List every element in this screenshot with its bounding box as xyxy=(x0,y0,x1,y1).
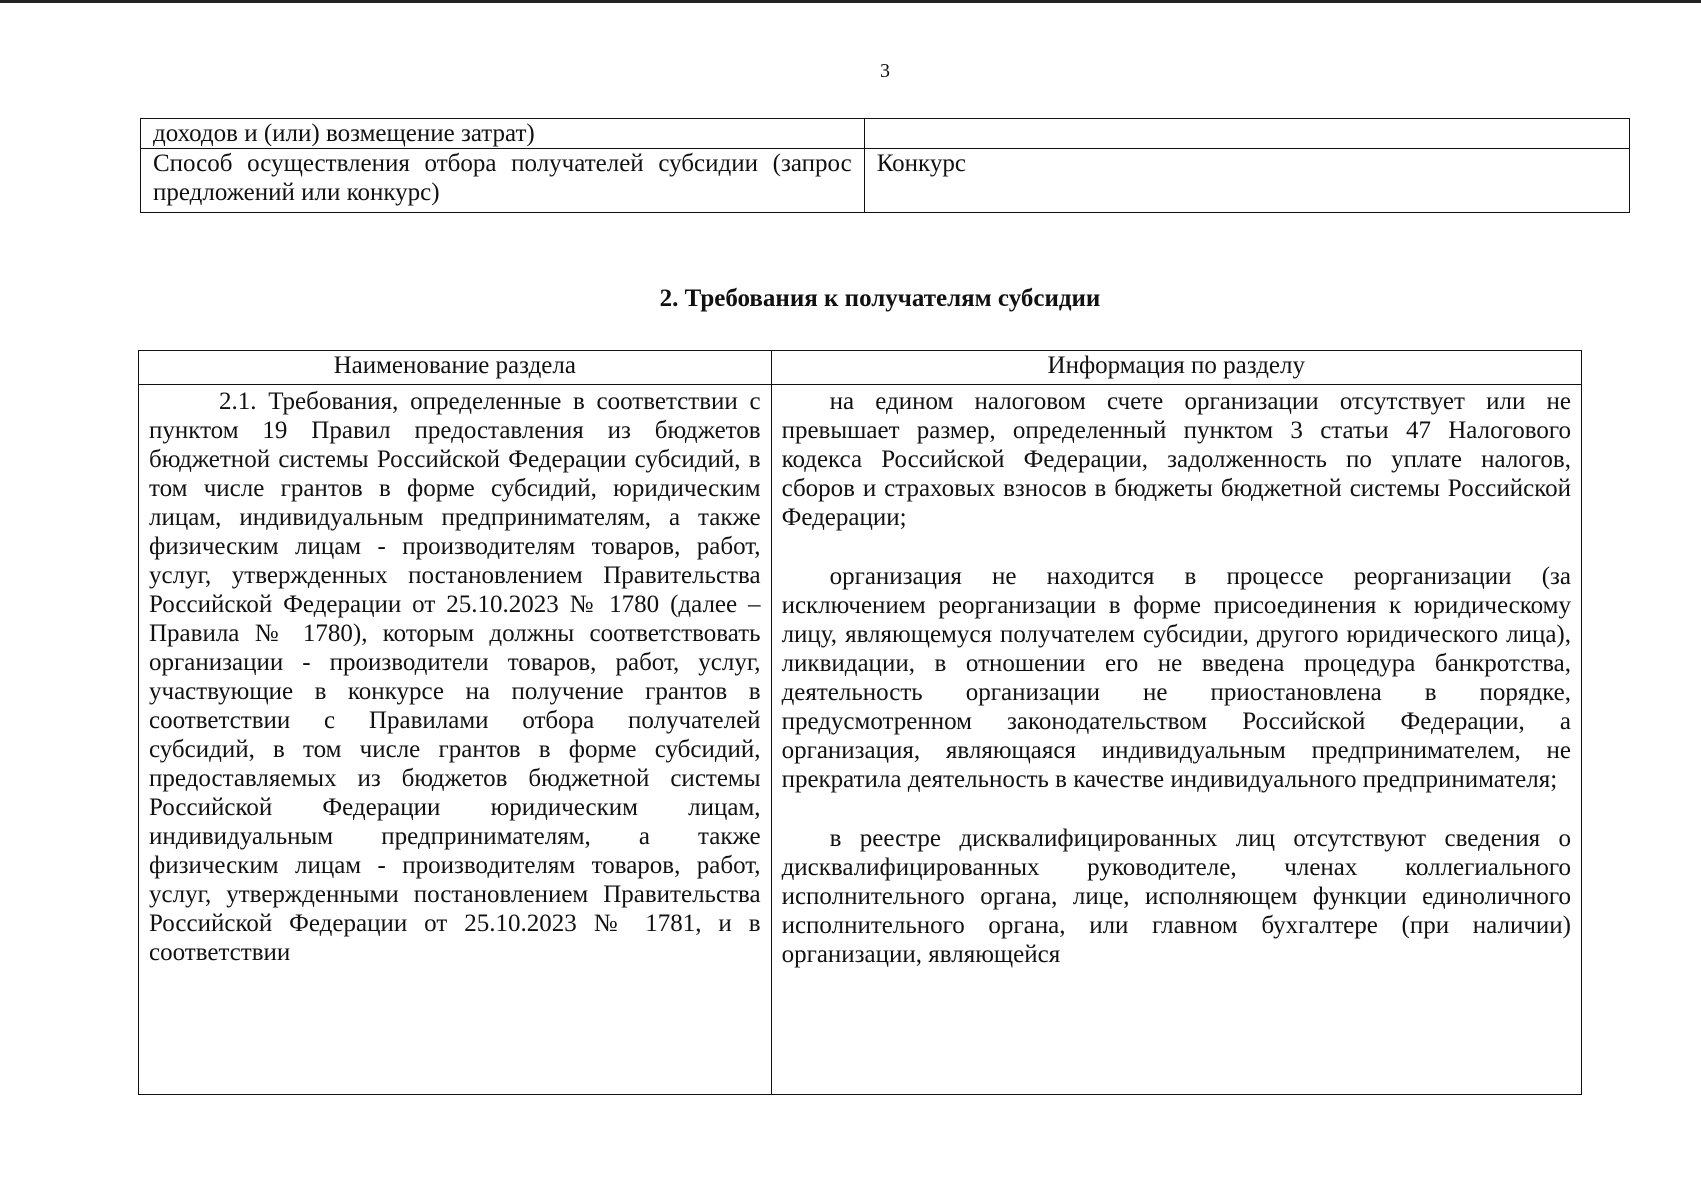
table-cell: Конкурс xyxy=(864,149,1629,213)
table-cell xyxy=(864,119,1629,149)
page-top-edge xyxy=(0,0,1701,3)
column-header-section-info: Информация по разделу xyxy=(771,351,1581,385)
section-title: 2. Требования к получателям субсидии xyxy=(659,285,1101,312)
paragraph-gap xyxy=(782,794,1571,824)
requirement-paragraph: на едином налоговом счете организации отсутствует или не превышает размер, определенный пунктом 3 статьи 47 Налогового кодекса Российской Федерации, задолженность по уплате налогов, сборов и страховых взносов в бюджеты бюджетной системы Российской Федерации; xyxy=(781,388,1571,531)
requirements-info-cell xyxy=(771,385,1581,1095)
requirement-paragraph: в реестре дисквалифицированных лиц отсутствуют сведения о дисквалифицированных руководителе, членах коллегиального исполнительного органа, лице, исполняющем функции единоличного исполнительного органа, или главном бухгалтере (при наличии) организации, являющейся xyxy=(781,825,1571,968)
requirement-paragraph: организация не находится в процессе реорганизации (за исключением реорганизации в форме присоединения к юридическому лицу, являющемуся получателем субсидии, другого юридического лица), ликвидации, в отношении его не введена процедура банкротства, деятельность организации не приостановлена в порядке, предусмотренном законодательством Российской Федерации, а организация, являющаяся индивидуальным предпринимателем, не прекратила деятельность в качестве индивидуального предпринимателя; xyxy=(781,563,1571,793)
subsidy-info-table xyxy=(140,118,1630,213)
requirements-name-cell xyxy=(139,385,772,1095)
table-row xyxy=(141,149,1630,213)
requirements-name-text: 2.1. Требования, определенные в соответствии с пунктом 19 Правил предоставления из бюджетов бюджетной системы Российской Федерации субсидий, в том числе грантов в форме субсидий, юридическим лицам, индивидуальным предпринимателям, а также физическим лицам - производителям товаров, работ, услуг, утвержденных постановлением Правительства Российской Федерации от 25.10.2023 № 1780 (далее – Правила № 1780), которым должны соответствовать организации - производители товаров, работ, услуг, участвующие в конкурсе на получение грантов в соответствии с Правилами отбора получателей субсидий, в том числе грантов в форме субсидий, предоставляемых из бюджетов бюджетной системы Российской Федерации юридическим лицам, индивидуальным предпринимателям, а также физическим лицам - производителям товаров, работ, услуг, утвержденными постановлением Правительства Российской Федерации от 25.10.2023 № 1781, и в соответствии xyxy=(149,388,761,966)
table-cell: доходов и (или) возмещение затрат) xyxy=(141,119,865,149)
requirements-table xyxy=(138,350,1582,1095)
table-header-row xyxy=(139,351,1582,385)
table-cell: Способ осуществления отбора получателей субсидии (запрос предложений или конкурс) xyxy=(141,149,865,213)
table-row xyxy=(139,385,1582,1095)
page-number: 3 xyxy=(880,60,890,82)
paragraph-gap xyxy=(782,532,1571,562)
table-row xyxy=(141,119,1630,149)
column-header-section-name: Наименование раздела xyxy=(139,351,772,385)
